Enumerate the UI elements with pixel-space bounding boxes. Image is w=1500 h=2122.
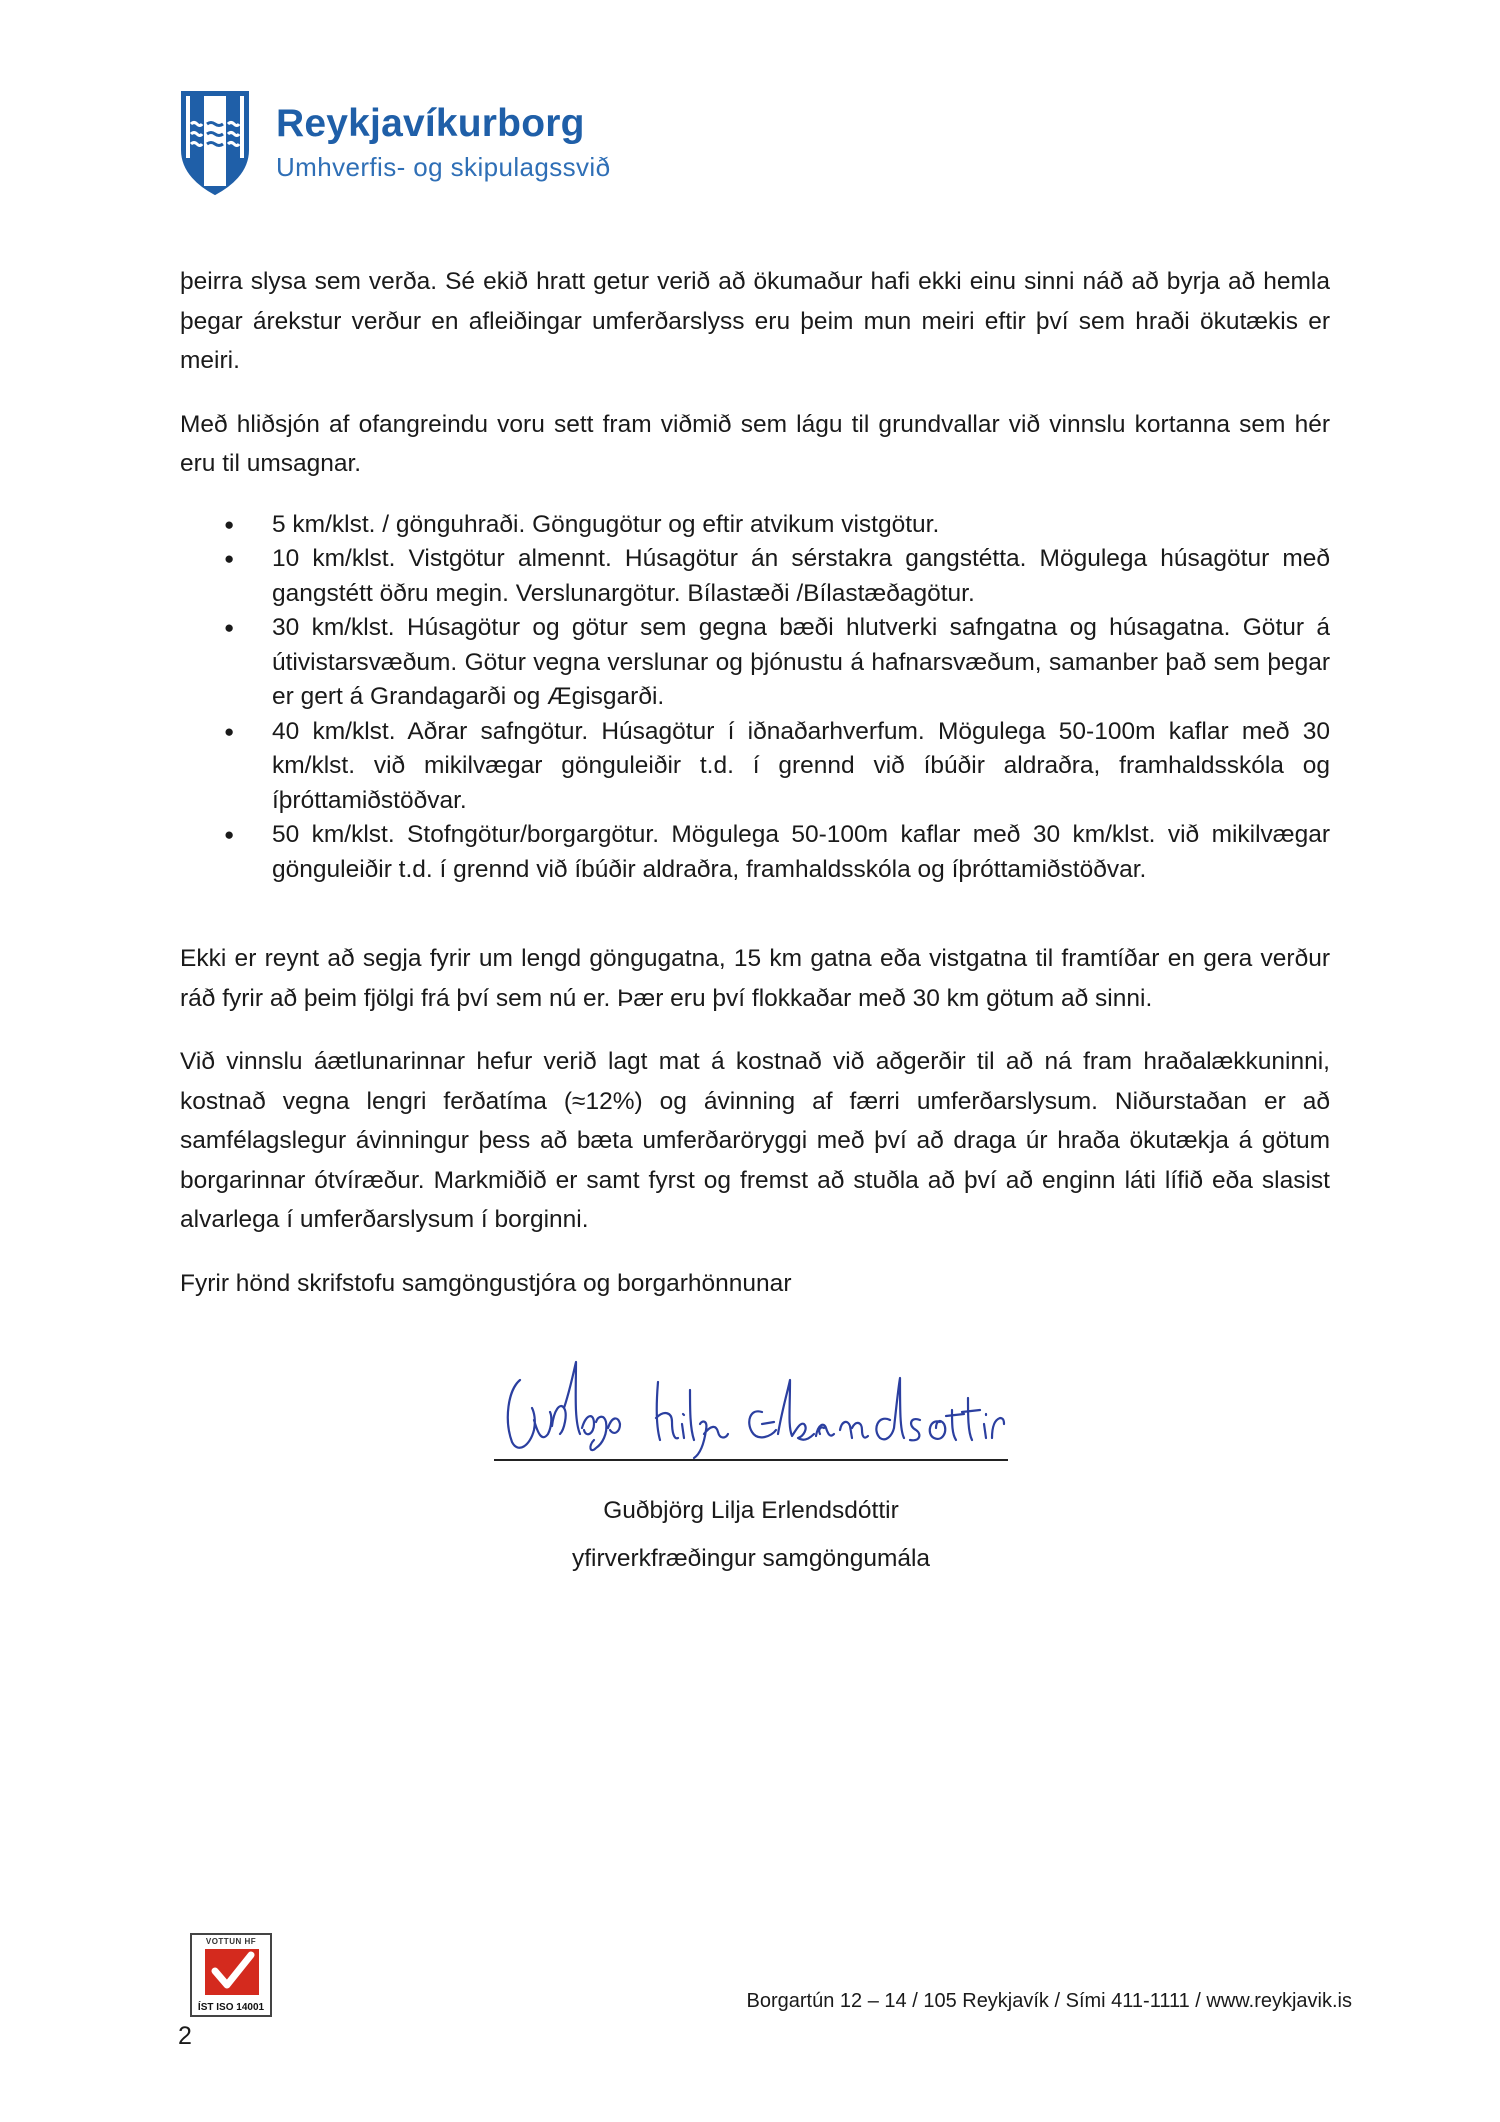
footer-address: Borgartún 12 – 14 / 105 Reykjavík / Sími 411-1111 / www.reykjavik.is <box>746 1990 1352 2012</box>
list-item: ● 5 km/klst. / gönguhraði. Göngugötur og eftir atvikum vistgötur. <box>272 508 1330 543</box>
list-item: ● 10 km/klst. Vistgötur almennt. Húsagötur án sérstakra gangstétta. Mögulega húsagötur með gangstétt öðru megin. Verslunargötur. Bílastæði /Bílastæðagötur. <box>272 542 1330 611</box>
paragraph: Við vinnslu áætlunarinnar hefur verið lagt mat á kostnað við aðgerðir til að ná fram hraðalækkuninni, kostnað vegna lengri ferðatíma (≈12%) og ávinning af færri umferðarslysum. Niðurstaðan er að samfélagslegur ávinningur þess að bæta umferðaröryggi með því að draga úr hraða ökutækja á götum borgarinnar ótvíræður. Markmiðið er samt fyrst og fremst að stuðla að því að enginn láti lífið eða slasist alvarlega í umferðarslysum í borginni. <box>180 1048 1330 1233</box>
cert-standard: ÍST ISO 14001 <box>197 2002 265 2013</box>
signature-line <box>494 1459 1008 1461</box>
paragraph: þeirra slysa sem verða. Sé ekið hratt getur verið að ökumaður hafi ekki einu sinni náð að byrja að hemla þegar árekstur verður en afleiðingar umferðarslyss eru þeim mun meiri eftir því sem hraði ökutækis er meiri. <box>180 268 1330 374</box>
list-item: ● 30 km/klst. Húsagötur og götur sem gegna bæði hlutverki safngatna og húsagatna. Götur á útivistarsvæðum. Götur vegna verslunar og þjónustu á hafnarsvæðum, samanber það sem þegar er gert á Grandagarði og Ægisgarði. <box>272 611 1330 715</box>
paragraph: Ekki er reynt að segja fyrir um lengd göngugatna, 15 km gatna eða vistgatna til framtíðar en gera verður ráð fyrir að þeim fjölgi frá því sem nú er. Þær eru því flokkaðar með 30 km götum að sinni. <box>180 945 1330 1012</box>
list-item: ● 40 km/klst. Aðrar safngötur. Húsagötur í iðnaðarhverfum. Mögulega 50-100m kaflar með 30 km/klst. við mikilvægar gönguleiðir t.d. í grennd við íbúðir aldraðra, framhaldsskóla og íþróttamiðstöðvar. <box>272 715 1330 819</box>
speed-criteria-list <box>180 508 1330 888</box>
checkmark-icon <box>205 1949 259 1995</box>
reykjavik-coat-of-arms-icon <box>180 90 250 196</box>
signatory-title: yfirverkfræðingur samgöngumála <box>571 1545 931 1572</box>
closing-line: Fyrir hönd skrifstofu samgöngustjóra og borgarhönnunar <box>180 1269 792 1297</box>
department-name: Umhverfis- og skipulagssvið <box>276 152 611 182</box>
header-logo <box>180 90 620 200</box>
letter-body <box>180 262 1330 1327</box>
paragraph: Með hliðsjón af ofangreindu voru sett fram viðmið sem lágu til grundvallar við vinnslu kortanna sem hér eru til umsagnar. <box>180 410 1330 477</box>
cert-issuer: VOTTUN HF <box>205 1937 257 1946</box>
org-name: Reykjavíkurborg <box>276 102 585 145</box>
handwritten-signature <box>490 1350 1010 1470</box>
signatory-name: Guðbjörg Lilja Erlendsdóttir <box>603 1497 899 1524</box>
page-number: 2 <box>178 2022 192 2050</box>
list-item: ● 50 km/klst. Stofngötur/borgargötur. Mögulega 50-100m kaflar með 30 km/klst. við mikilvægar gönguleiðir t.d. í grennd við íbúðir aldraðra, framhaldsskóla og íþróttamiðstöðvar. <box>272 818 1330 887</box>
iso-certification-badge <box>190 1933 272 2017</box>
